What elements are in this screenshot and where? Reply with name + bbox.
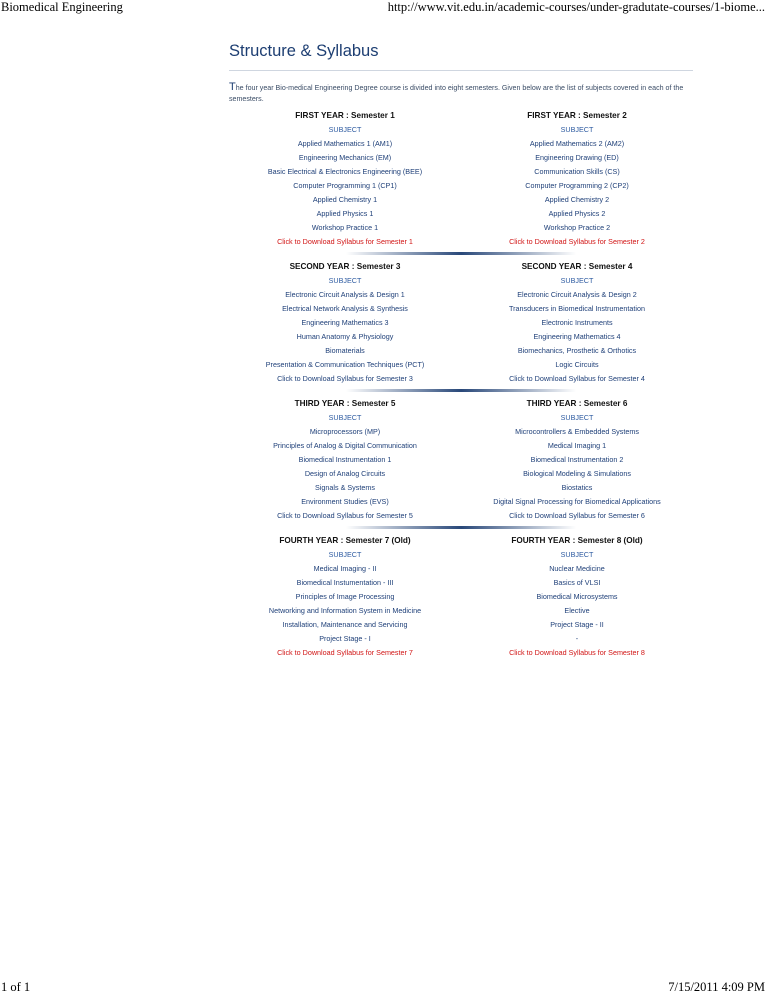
subject-link[interactable]: Elective [564,606,590,615]
semester-heading: THIRD YEAR : Semester 5 [294,399,396,408]
subject-link[interactable]: Engineering Drawing (ED) [535,153,619,162]
semester-column [461,397,693,523]
year-row [229,260,693,386]
subject-link[interactable]: Biomedical Instumentation - III [296,578,394,587]
semester-column [229,534,461,660]
print-footer-date: 7/15/2011 4:09 PM [668,980,765,994]
download-syllabus-link[interactable]: Click to Download Syllabus for Semester 5 [277,511,413,520]
year-block [229,534,693,660]
subject-link[interactable]: Electrical Network Analysis & Synthesis [282,304,408,313]
intro-dropcap: T [229,81,236,93]
subject-link[interactable]: Engineering Mathematics 3 [301,318,389,327]
semester-column [229,260,461,386]
intro-text: he four year Bio-medical Engineering Degree course is divided into eight semesters. Given below are the list of subjects covered in each of the semesters. [229,84,684,103]
subject-link[interactable]: Medical Imaging 1 [547,441,607,450]
year-row [229,109,693,249]
page-title: Structure & Syllabus [229,42,379,60]
subject-column-header: SUBJECT [328,550,362,559]
subject-link[interactable]: Applied Mathematics 1 (AM1) [297,139,393,148]
semester-heading: SECOND YEAR : Semester 4 [521,262,633,271]
subject-link[interactable]: Installation, Maintenance and Servicing [282,620,408,629]
semester-heading: FOURTH YEAR : Semester 7 (Old) [279,536,411,545]
subject-link[interactable]: Computer Programming 1 (CP1) [293,181,397,190]
subject-column-header: SUBJECT [328,413,362,422]
subject-link[interactable]: Basic Electrical & Electronics Engineering (BEE) [267,167,423,176]
year-row [229,397,693,523]
subject-link[interactable]: Transducers in Biomedical Instrumentation [509,304,645,313]
subject-link[interactable]: Logic Circuits [555,360,599,369]
subject-link[interactable]: Project Stage - II [550,620,604,629]
subject-link[interactable]: Communication Skills (CS) [534,167,620,176]
year-row [229,534,693,660]
year-divider [346,526,576,529]
print-header [0,0,768,14]
subject-link[interactable]: Engineering Mathematics 4 [533,332,621,341]
semester-heading: FIRST YEAR : Semester 2 [527,111,627,120]
subject-link[interactable]: Networking and Information System in Medicine [268,606,422,615]
subject-link[interactable]: Applied Physics 2 [548,209,606,218]
subject-link[interactable]: Applied Chemistry 1 [312,195,378,204]
subject-link[interactable]: Human Anatomy & Physiology [296,332,394,341]
subject-link[interactable]: Electronic Circuit Analysis & Design 1 [285,290,405,299]
semester-column [461,260,693,386]
subject-link[interactable]: Microcontrollers & Embedded Systems [515,427,639,436]
subject-link[interactable]: Digital Signal Processing for Biomedical Applications [493,497,661,506]
subject-column-header: SUBJECT [560,413,594,422]
subject-link[interactable]: Medical Imaging - II [313,564,377,573]
subject-link[interactable]: Biological Modeling & Simulations [523,469,631,478]
subject-link[interactable]: Applied Mathematics 2 (AM2) [529,139,625,148]
subject-link[interactable]: Biomedical Instrumentation 2 [530,455,624,464]
subject-link[interactable]: - [575,634,579,643]
print-footer-page: 1 of 1 [1,980,31,994]
subject-link[interactable]: Biomechanics, Prosthetic & Orthotics [517,346,637,355]
year-block [229,260,693,392]
subject-link[interactable]: Microprocessors (MP) [309,427,381,436]
year-divider [346,252,576,255]
subject-link[interactable]: Workshop Practice 2 [543,223,611,232]
download-syllabus-link[interactable]: Click to Download Syllabus for Semester 2 [509,237,645,246]
subject-column-header: SUBJECT [560,276,594,285]
year-divider [346,389,576,392]
subject-link[interactable]: Project Stage - I [319,634,371,643]
subject-link[interactable]: Applied Physics 1 [316,209,374,218]
download-syllabus-link[interactable]: Click to Download Syllabus for Semester 8 [509,648,645,657]
subject-link[interactable]: Principles of Analog & Digital Communication [273,441,417,450]
download-syllabus-link[interactable]: Click to Download Syllabus for Semester 7 [277,648,413,657]
subject-link[interactable]: Design of Analog Circuits [304,469,386,478]
subject-link[interactable]: Electronic Circuit Analysis & Design 2 [517,290,637,299]
semester-heading: THIRD YEAR : Semester 6 [526,399,628,408]
intro-paragraph [229,82,693,105]
semester-column [461,534,693,660]
download-syllabus-link[interactable]: Click to Download Syllabus for Semester 1 [277,237,413,246]
subject-link[interactable]: Computer Programming 2 (CP2) [525,181,629,190]
title-divider [229,70,693,71]
semester-column [229,397,461,523]
subject-link[interactable]: Applied Chemistry 2 [544,195,610,204]
semester-heading: FOURTH YEAR : Semester 8 (Old) [511,536,643,545]
subject-column-header: SUBJECT [560,550,594,559]
year-block [229,397,693,529]
subject-column-header: SUBJECT [328,125,362,134]
subject-link[interactable]: Electronic Instruments [541,318,613,327]
subject-link[interactable]: Principles of Image Processing [295,592,395,601]
download-syllabus-link[interactable]: Click to Download Syllabus for Semester 4 [509,374,645,383]
subject-link[interactable]: Biomedical Microsystems [536,592,618,601]
semester-heading: FIRST YEAR : Semester 1 [295,111,395,120]
download-syllabus-link[interactable]: Click to Download Syllabus for Semester 3 [277,374,413,383]
syllabus-table [229,109,693,660]
semester-heading: SECOND YEAR : Semester 3 [289,262,401,271]
subject-link[interactable]: Biomaterials [325,346,365,355]
print-header-url: http://www.vit.edu.in/academic-courses/under-gradutate-courses/1-biome... [387,0,765,14]
subject-link[interactable]: Presentation & Communication Techniques (PCT) [265,360,425,369]
subject-link[interactable]: Nuclear Medicine [549,564,605,573]
subject-link[interactable]: Basics of VLSI [553,578,601,587]
print-footer [0,980,768,994]
subject-link[interactable]: Environment Studies (EVS) [301,497,389,506]
semester-column [229,109,461,249]
subject-link[interactable]: Workshop Practice 1 [311,223,379,232]
subject-link[interactable]: Engineering Mechanics (EM) [298,153,392,162]
subject-link[interactable]: Biostatics [561,483,593,492]
year-block [229,109,693,255]
semester-column [461,109,693,249]
print-header-title: Biomedical Engineering [1,0,123,14]
main-content [229,40,693,660]
subject-column-header: SUBJECT [560,125,594,134]
subject-link[interactable]: Biomedical Instrumentation 1 [298,455,392,464]
subject-column-header: SUBJECT [328,276,362,285]
subject-link[interactable]: Signals & Systems [315,483,375,492]
download-syllabus-link[interactable]: Click to Download Syllabus for Semester 6 [509,511,645,520]
